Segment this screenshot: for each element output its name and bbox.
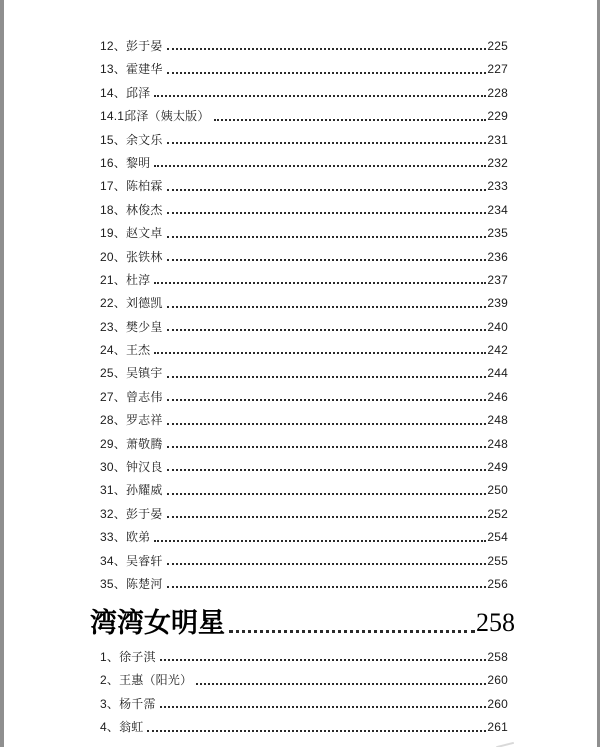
toc-entry-page-number: 256 bbox=[487, 576, 508, 591]
toc-entry-label: 20、张铁林 bbox=[100, 249, 163, 264]
toc-entry-label: 34、吴睿轩 bbox=[100, 553, 163, 568]
toc-entry-row[interactable] bbox=[100, 573, 508, 596]
toc-entry-page-number: 233 bbox=[487, 179, 508, 194]
dot-leader bbox=[167, 503, 487, 518]
toc-entry-label: 17、陈柏霖 bbox=[100, 179, 163, 194]
toc-entry-label: 15、余文乐 bbox=[100, 132, 163, 147]
toc-entry-row[interactable] bbox=[100, 526, 508, 549]
toc-entry-label: 24、王杰 bbox=[100, 343, 151, 358]
section-heading-page-number: 258 bbox=[476, 608, 515, 637]
toc-entry-page-number: 261 bbox=[487, 720, 508, 735]
toc-entry-page-number: 239 bbox=[487, 296, 508, 311]
toc-entry-page-number: 260 bbox=[487, 696, 508, 711]
dot-leader bbox=[154, 526, 486, 541]
toc-entry-label: 14、邱泽 bbox=[100, 85, 151, 100]
toc-entry-label: 32、彭于晏 bbox=[100, 506, 163, 521]
toc-entry-label: 2、王惠（阳光） bbox=[100, 673, 193, 688]
dot-leader bbox=[214, 105, 487, 120]
toc-entry-row[interactable] bbox=[100, 386, 508, 409]
toc-entry-label: 30、钟汉良 bbox=[100, 460, 163, 475]
toc-entry-page-number: 258 bbox=[487, 650, 508, 664]
toc-entry-row[interactable] bbox=[100, 646, 508, 669]
toc-entry-label: 18、林俊杰 bbox=[100, 202, 163, 217]
dot-leader bbox=[160, 646, 487, 661]
toc-section-heading-row[interactable] bbox=[90, 600, 515, 646]
dot-leader bbox=[167, 433, 487, 448]
toc-entry-page-number: 244 bbox=[487, 366, 508, 381]
toc-entry-row[interactable] bbox=[100, 362, 508, 385]
toc-entry-row[interactable] bbox=[100, 479, 508, 502]
dot-leader bbox=[154, 82, 486, 97]
dot-leader bbox=[167, 456, 487, 471]
toc-entry-row[interactable] bbox=[100, 175, 508, 198]
toc-entry-label: 3、杨千霈 bbox=[100, 696, 156, 711]
dot-leader bbox=[167, 129, 487, 144]
toc-entry-page-number: 225 bbox=[487, 39, 508, 53]
dot-leader bbox=[167, 386, 487, 401]
toc-entry-page-number: 232 bbox=[487, 155, 508, 170]
dot-leader bbox=[167, 199, 487, 214]
dot-leader bbox=[167, 35, 487, 50]
dot-leader bbox=[147, 716, 486, 731]
dot-leader bbox=[154, 152, 486, 167]
toc-entry-row[interactable] bbox=[100, 693, 508, 716]
dot-leader bbox=[154, 269, 486, 284]
dot-leader bbox=[167, 550, 487, 565]
toc-main-list bbox=[100, 35, 508, 596]
toc-entry-label: 31、孙耀威 bbox=[100, 483, 163, 498]
dot-leader bbox=[160, 693, 487, 708]
toc-entry-page-number: 229 bbox=[487, 109, 508, 124]
toc-sub-list bbox=[100, 646, 508, 740]
toc-entry-label: 22、刘德凯 bbox=[100, 296, 163, 311]
toc-entry-label: 19、赵文卓 bbox=[100, 226, 163, 241]
toc-entry-page-number: 248 bbox=[487, 413, 508, 428]
toc-entry-label: 13、霍建华 bbox=[100, 62, 163, 77]
toc-entry-page-number: 227 bbox=[487, 62, 508, 77]
toc-entry-page-number: 252 bbox=[487, 506, 508, 521]
toc-entry-label: 35、陈楚河 bbox=[100, 576, 163, 591]
section-heading-label: 湾湾女明星 bbox=[90, 608, 225, 638]
dot-leader bbox=[167, 292, 487, 307]
page-corner-artifact bbox=[496, 742, 514, 747]
dot-leader bbox=[167, 479, 487, 494]
toc-entry-label: 33、欧弟 bbox=[100, 530, 151, 545]
toc-entry-page-number: 240 bbox=[487, 319, 508, 334]
toc-entry-row[interactable] bbox=[100, 550, 508, 573]
dot-leader bbox=[196, 669, 486, 684]
toc-entry-label: 14.1邱泽（姨太版） bbox=[100, 109, 210, 124]
toc-entry-page-number: 237 bbox=[487, 272, 508, 287]
dot-leader bbox=[229, 600, 475, 633]
toc-entry-row[interactable] bbox=[100, 152, 508, 175]
toc-entry-label: 28、罗志祥 bbox=[100, 413, 163, 428]
toc-entry-label: 25、吴镇宇 bbox=[100, 366, 163, 381]
toc-entry-page-number: 235 bbox=[487, 226, 508, 241]
dot-leader bbox=[167, 409, 487, 424]
toc-entry-label: 4、翁虹 bbox=[100, 720, 144, 735]
dot-leader bbox=[167, 222, 487, 237]
toc-entry-page-number: 236 bbox=[487, 249, 508, 264]
toc-entry-label: 29、萧敬腾 bbox=[100, 436, 163, 451]
toc-entry-row[interactable] bbox=[100, 669, 508, 692]
toc-entry-label: 21、杜淳 bbox=[100, 272, 151, 287]
toc-entry-page-number: 231 bbox=[487, 132, 508, 147]
toc-entry-row[interactable] bbox=[100, 409, 508, 432]
toc-entry-row[interactable] bbox=[100, 246, 508, 269]
toc-entry-row[interactable] bbox=[100, 433, 508, 456]
toc-entry-page-number: 248 bbox=[487, 436, 508, 451]
toc-entry-label: 27、曾志伟 bbox=[100, 389, 163, 404]
toc-entry-label: 1、徐子淇 bbox=[100, 650, 156, 664]
toc-entry-label: 16、黎明 bbox=[100, 155, 151, 170]
toc-entry-label: 23、樊少皇 bbox=[100, 319, 163, 334]
toc-entry-page-number: 234 bbox=[487, 202, 508, 217]
toc-entry-row[interactable] bbox=[100, 222, 508, 245]
toc-entry-row[interactable] bbox=[100, 316, 508, 339]
toc-entry-row[interactable] bbox=[100, 339, 508, 362]
dot-leader bbox=[167, 58, 487, 73]
dot-leader bbox=[167, 573, 487, 588]
toc-entry-row[interactable] bbox=[100, 292, 508, 315]
toc-entry-row[interactable] bbox=[100, 35, 508, 58]
toc-entry-row[interactable] bbox=[100, 82, 508, 105]
toc-entry-row[interactable] bbox=[100, 129, 508, 152]
dot-leader bbox=[154, 339, 486, 354]
toc-entry-label: 12、彭于晏 bbox=[100, 39, 163, 53]
toc-entry-row[interactable] bbox=[100, 456, 508, 479]
toc-entry-row[interactable] bbox=[100, 199, 508, 222]
toc-entry-row[interactable] bbox=[100, 105, 508, 128]
toc-entry-page-number: 246 bbox=[487, 389, 508, 404]
toc-entry-row[interactable] bbox=[100, 503, 508, 526]
toc-entry-page-number: 260 bbox=[487, 673, 508, 688]
dot-leader bbox=[167, 175, 487, 190]
page-left-edge bbox=[0, 0, 4, 747]
dot-leader bbox=[167, 246, 487, 261]
toc-entry-page-number: 228 bbox=[487, 85, 508, 100]
toc-entry-page-number: 250 bbox=[487, 483, 508, 498]
toc-entry-page-number: 254 bbox=[487, 530, 508, 545]
toc-entry-page-number: 242 bbox=[487, 343, 508, 358]
toc-entry-row[interactable] bbox=[100, 58, 508, 81]
toc-entry-page-number: 249 bbox=[487, 460, 508, 475]
toc-entry-row[interactable] bbox=[100, 269, 508, 292]
dot-leader bbox=[167, 362, 487, 377]
toc-entry-page-number: 255 bbox=[487, 553, 508, 568]
toc-entry-row[interactable] bbox=[100, 716, 508, 739]
dot-leader bbox=[167, 316, 487, 331]
